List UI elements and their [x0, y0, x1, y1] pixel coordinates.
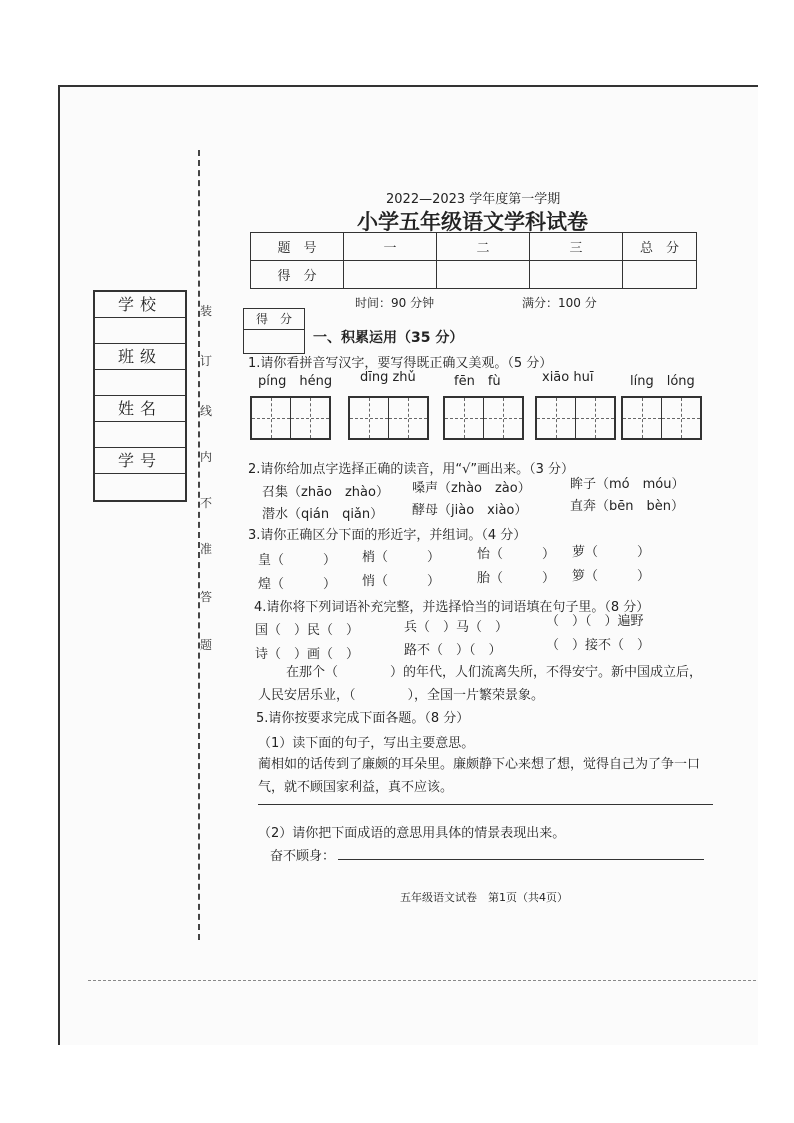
grid-cell[interactable]: [484, 398, 522, 438]
reading-option[interactable]: 酵母（jiào xiào）: [412, 503, 528, 518]
grid-cell[interactable]: [389, 398, 427, 438]
grid-cell[interactable]: [662, 398, 700, 438]
score-header-cell: 一: [344, 233, 437, 261]
binding-char: 线: [200, 404, 213, 418]
answer-line[interactable]: [258, 804, 713, 805]
grid-cell[interactable]: [350, 398, 389, 438]
pinyin-label: píng héng: [258, 374, 333, 389]
school-field[interactable]: [95, 318, 185, 344]
score-cell[interactable]: [623, 261, 697, 289]
grid-cell[interactable]: [623, 398, 662, 438]
writing-grid[interactable]: [621, 396, 702, 440]
idiom-blank[interactable]: （ ）接不（ ）: [546, 638, 651, 653]
reading-option[interactable]: 潜水（qián qiǎn）: [262, 507, 384, 522]
idiom-blank[interactable]: 路不（ ）（ ）: [404, 643, 502, 658]
word-blank[interactable]: 胎（ ）: [477, 571, 556, 586]
binding-char: 准: [200, 542, 213, 556]
score-cell[interactable]: [437, 261, 530, 289]
writing-grid[interactable]: [250, 396, 331, 440]
reading-option[interactable]: 直奔（bēn bèn）: [570, 499, 684, 514]
grid-cell[interactable]: [445, 398, 484, 438]
idiom-label: 奋不顾身：: [270, 849, 336, 864]
question-1-stem: 1.请你看拼音写汉字，要写得既正确又美观。（5 分）: [248, 356, 553, 371]
question-4-stem: 4.请你将下列词语补充完整，并选择恰当的词语填在句子里。（8 分）: [254, 600, 650, 615]
name-label: 姓名: [95, 396, 185, 422]
passage-text: 气，就不顾国家利益，真不应该。: [258, 780, 454, 795]
full-score: 满分：100 分: [522, 296, 597, 310]
word-blank[interactable]: 悄（ ）: [362, 574, 441, 589]
score-cell[interactable]: [530, 261, 623, 289]
name-field[interactable]: [95, 422, 185, 448]
word-blank[interactable]: 萝（ ）: [572, 545, 651, 560]
pinyin-label: fēn fù: [454, 374, 501, 389]
reading-option[interactable]: 嗓声（zhào zào）: [412, 481, 531, 496]
sub-question-2: （2）请你把下面成语的意思用具体的情景表现出来。: [258, 826, 566, 841]
binding-char: 答: [200, 590, 213, 604]
binding-char: 题: [200, 638, 213, 652]
score-header-cell: 三: [530, 233, 623, 261]
pinyin-label: dīng zhǔ: [360, 370, 416, 385]
grid-cell[interactable]: [537, 398, 576, 438]
class-label: 班级: [95, 344, 185, 370]
section-score-box: [243, 308, 305, 354]
score-table: [250, 232, 697, 289]
score-cell[interactable]: [344, 261, 437, 289]
word-blank[interactable]: 怡（ ）: [477, 547, 556, 562]
fill-sentence[interactable]: 在那个（ ）的年代，人们流离失所，不得安宁。新中国成立后，: [286, 665, 703, 680]
idiom-blank[interactable]: （ ）（ ）遍野: [546, 614, 644, 629]
class-field[interactable]: [95, 370, 185, 396]
pinyin-label: xiāo huī: [542, 370, 594, 385]
score-row-label: 得 分: [251, 261, 344, 289]
writing-grid[interactable]: [443, 396, 524, 440]
question-2-stem: 2.请你给加点字选择正确的读音，用“√”画出来。（3 分）: [248, 462, 575, 477]
idiom-blank[interactable]: 诗（ ）画（ ）: [255, 647, 360, 662]
word-blank[interactable]: 煌（ ）: [258, 577, 337, 592]
score-header-cell: 题 号: [251, 233, 344, 261]
binding-char: 装: [200, 304, 213, 318]
grid-cell[interactable]: [576, 398, 614, 438]
reading-option[interactable]: 召集（zhāo zhào）: [262, 485, 389, 500]
grid-cell[interactable]: [252, 398, 291, 438]
answer-line[interactable]: [338, 859, 704, 860]
word-blank[interactable]: 梢（ ）: [362, 550, 441, 565]
idiom-blank[interactable]: 兵（ ）马（ ）: [404, 620, 509, 635]
question-3-stem: 3.请你正确区分下面的形近字，并组词。（4 分）: [248, 528, 527, 543]
writing-grid[interactable]: [348, 396, 429, 440]
sub-question-1: （1）读下面的句子，写出主要意思。: [258, 736, 475, 751]
fill-sentence[interactable]: 人民安居乐业，（ ），全国一片繁荣景象。: [258, 688, 545, 703]
passage-text: 蔺相如的话传到了廉颇的耳朵里。廉颇静下心来想了想，觉得自己为了争一口: [258, 757, 701, 772]
pinyin-label: líng lóng: [630, 374, 695, 389]
writing-grid[interactable]: [535, 396, 616, 440]
student-info-box: [93, 290, 187, 502]
binding-char: 内: [200, 450, 213, 464]
school-label: 学校: [95, 292, 185, 318]
section-score-label: 得 分: [244, 309, 304, 330]
grid-cell[interactable]: [291, 398, 329, 438]
reading-option[interactable]: 眸子（mó móu）: [570, 477, 685, 492]
word-blank[interactable]: 箩（ ）: [572, 569, 651, 584]
score-header-cell: 总 分: [623, 233, 697, 261]
idiom-blank[interactable]: 国（ ）民（ ）: [255, 623, 360, 638]
page-footer: 五年级语文试卷 第1页（共4页）: [400, 891, 568, 904]
student-id-field[interactable]: [95, 474, 185, 499]
word-blank[interactable]: 皇（ ）: [258, 553, 337, 568]
binding-char: 订: [200, 354, 213, 368]
question-5-stem: 5.请你按要求完成下面各题。（8 分）: [256, 711, 470, 726]
page-divider: [88, 980, 756, 981]
page-title: 小学五年级语文学科试卷: [357, 210, 588, 234]
exam-time: 时间：90 分钟: [355, 296, 435, 310]
score-header-cell: 二: [437, 233, 530, 261]
student-id-label: 学号: [95, 448, 185, 474]
section-title: 一、积累运用（35 分）: [313, 330, 464, 346]
binding-char: 不: [200, 496, 213, 510]
school-year: 2022—2023 学年度第一学期: [386, 192, 561, 207]
